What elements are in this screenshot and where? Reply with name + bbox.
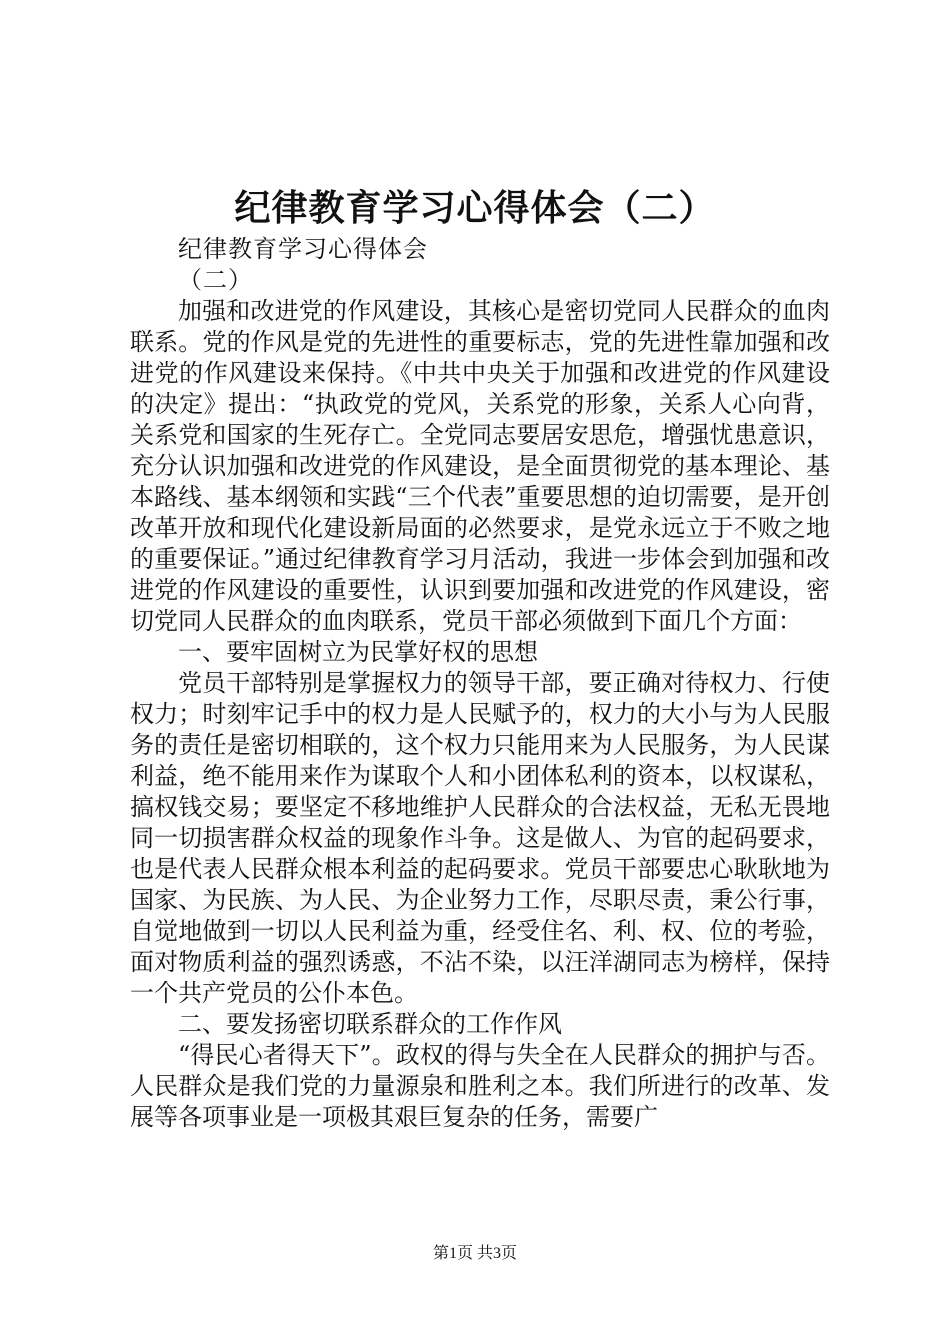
- paragraph-section-1: 党员干部特别是掌握权力的领导干部，要正确对待权力、行使权力；时刻牢记手中的权力是人民赋予的，权力的大小与为人民服务的责任是密切相联的，这个权力只能用来为人民服务，为人民谋利益，绝不能用来作为谋取个人和小团体私利的资本，以权谋私，搞权钱交易；要坚定不移地维护人民群众的合法权益，无私无畏地同一切损害群众权益的现象作斗争。这是做人、为官的起码要求，也是代表人民群众根本利益的起码要求。党员干部要忠心耿耿地为国家、为民族、为人民、为企业努力工作，尽职尽责，秉公行事，自觉地做到一切以人民利益为重，经受住名、利、权、位的考验，面对物质利益的强烈诱惑，不沾不染，以汪洋湖同志为榜样，保持一个共产党员的公仆本色。: [130, 669, 830, 1007]
- subtitle-number: （二）: [178, 266, 253, 294]
- subtitle-line: 纪律教育学习心得体会: [178, 235, 428, 263]
- section-heading-2: 二、要发扬密切联系群众的工作作风: [178, 1010, 562, 1038]
- document-title: 纪律教育学习心得体会（二）: [234, 188, 716, 229]
- document-body: [130, 234, 830, 1133]
- page-footer: 第1页 共3页: [432, 1245, 517, 1262]
- paragraph-section-2: “得民心者得天下”。政权的得与失全在人民群众的拥护与否。人民群众是我们党的力量源泉和胜利之本。我们所进行的改革、发展等各项事业是一项极其艰巨复杂的任务，需要广: [130, 1041, 830, 1131]
- paragraph-intro: 加强和改进党的作风建设，其核心是密切党同人民群众的血肉联系。党的作风是党的先进性的重要标志，党的先进性靠加强和改进党的作风建设来保持。《中共中央关于加强和改进党的作风建设的决定》提出：“执政党的党风，关系党的形象，关系人心向背，关系党和国家的生死存亡。全党同志要居安思危，增强忧患意识，充分认识加强和改进党的作风建设，是全面贯彻党的基本理论、基本路线、基本纲领和实践“三个代表”重要思想的迫切需要，是开创改革开放和现代化建设新局面的必然要求，是党永远立于不败之地的重要保证。”通过纪律教育学习月活动，我进一步体会到加强和改进党的作风建设的重要性，认识到要加强和改进党的作风建设，密切党同人民群众的血肉联系，党员干部必须做到下面几个方面：: [130, 297, 830, 635]
- section-heading-1: 一、要牢固树立为民掌好权的思想: [178, 638, 538, 666]
